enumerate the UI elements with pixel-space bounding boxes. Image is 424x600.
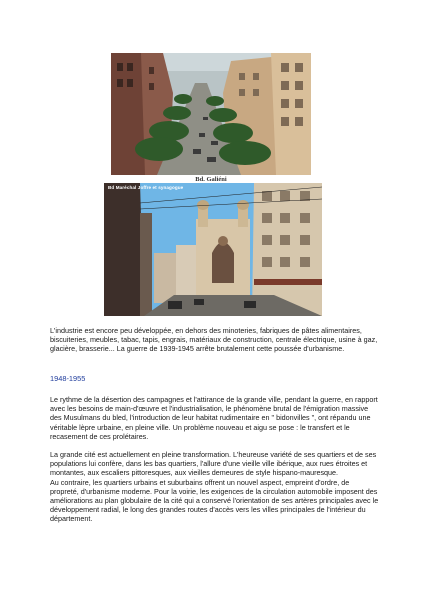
boulevard-photo-image (111, 53, 311, 175)
boulevard-photo (111, 53, 311, 175)
rural-exodus-paragraph (50, 395, 380, 441)
synagogue-photo-image (104, 183, 322, 316)
paragraph-industry: L'industrie est encore peu développée, en dehors des minoteries, fabriques de pâtes alimentaires, biscuiteries, meubles, tabac, tapis, engrais, matériaux de construction, centrale électrique, usine à gaz, glacière, brasserie... La guerre de 1939-1945 arrête brutalement cette poussée d'urbanisme. (50, 326, 378, 354)
synagogue-photo (104, 183, 322, 316)
industry-paragraph (50, 326, 380, 354)
city-transformation-paragraph (50, 450, 380, 524)
paragraph-modern-districts: Au contraire, les quartiers urbains et suburbains offrent un nouvel aspect, empreint d'ordre, de propreté, d'urbanisme moderne. Pour la voirie, les exigences de la circulation automobile imposent des améliorations au plan globulaire de la cité qui a conservé l'orientation de ses artères principales avec le développement radial, le long des grandes routes d'accès vers les villes principales de l'intérieur du département. (50, 477, 379, 524)
section-heading: 1948-1955 (50, 374, 86, 383)
boulevard-photo-caption: Bd. Galiéni (195, 176, 227, 183)
synagogue-photo-caption: Bd Maréchal Joffre et synagogue (108, 185, 184, 190)
paragraph-transformation: La grande cité est actuellement en pleine transformation. L'heureuse variété de ses quartiers et de ses populations lui confère, dans les bas quartiers, l'allure d'une vieille ville ibérique, aux rues étroites et montantes, aux escaliers pittoresques, aux vieilles demeures de style hispano-mauresque. (50, 450, 377, 478)
paragraph-exodus: Le rythme de la désertion des campagnes et l'attirance de la grande ville, pendant la guerre, en rapport avec les besoins de main-d'œuvre et l'industrialisation, le phénomène brutal de l'émigration massive des Musulmans du bled, l'introduction de leur habitat rudimentaire en " bidonvilles ", ont répandu une véritable lèpre urbaine, en pleine ville. Un problème nouveau et aigu se pose : le transfert et le recasement de ces prolétaires. (50, 395, 378, 441)
